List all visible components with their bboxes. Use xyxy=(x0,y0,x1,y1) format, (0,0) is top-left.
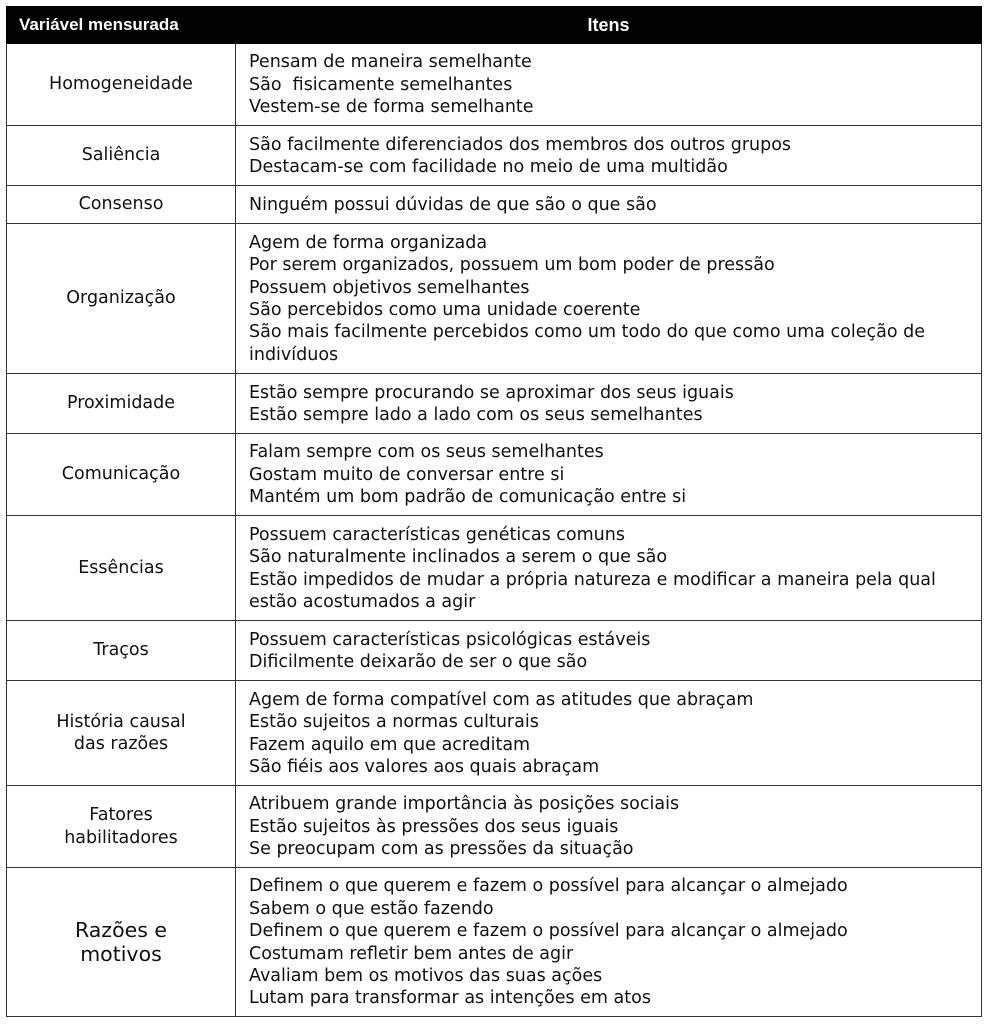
variable-cell: Proximidade xyxy=(7,374,236,434)
table-row xyxy=(7,516,982,621)
item-line: Estão sempre procurando se aproximar dos seus iguais xyxy=(249,382,734,403)
item-line: Avaliam bem os motivos das suas ações xyxy=(249,965,603,986)
items-cell xyxy=(236,681,982,786)
item-line: Gostam muito de conversar entre si xyxy=(249,464,565,485)
items-table xyxy=(6,6,982,1017)
variable-cell: Razões e motivos xyxy=(7,868,236,1017)
item-line: Definem o que querem e fazem o possível para alcançar o almejado xyxy=(249,876,848,897)
item-line: São fisicamente semelhantes xyxy=(249,74,513,95)
table-row xyxy=(7,186,982,224)
item-line: Atribuem grande importância às posições sociais xyxy=(249,794,680,815)
item-line: Destacam-se com facilidade no meio de uma multidão xyxy=(249,157,728,177)
item-line: Mantém um bom padrão de comunicação entre si xyxy=(249,487,687,508)
item-line: Se preocupam com as pressões da situação xyxy=(249,839,634,860)
item-line: Possuem características psicológicas estáveis xyxy=(249,629,651,650)
item-line: Estão sujeitos às pressões dos seus iguais xyxy=(249,816,619,837)
item-line: Estão impedidos de mudar a própria natureza e modificar a maneira pela qual estão acostumados a agir xyxy=(249,569,942,612)
items-cell xyxy=(236,868,982,1017)
item-line: Falam sempre com os seus semelhantes xyxy=(249,442,604,463)
header-row xyxy=(7,7,982,44)
items-cell xyxy=(236,621,982,681)
item-line: Sabem o que estão fazendo xyxy=(249,898,494,919)
variable-cell: Homogeneidade xyxy=(7,44,236,126)
table-row xyxy=(7,786,982,868)
items-cell xyxy=(236,786,982,868)
item-line: Costumam refletir bem antes de agir xyxy=(249,943,574,964)
items-cell xyxy=(236,44,982,126)
table-row xyxy=(7,681,982,786)
table-row xyxy=(7,434,982,516)
item-line: Por serem organizados, possuem um bom poder de pressão xyxy=(249,255,775,276)
table-row xyxy=(7,621,982,681)
item-line: Dificilmente deixarão de ser o que são xyxy=(249,652,588,672)
table-body xyxy=(7,44,982,1017)
items-cell xyxy=(236,126,982,186)
item-line: Estão sujeitos a normas culturais xyxy=(249,712,539,733)
items-cell xyxy=(236,224,982,374)
variable-cell: Saliência xyxy=(7,126,236,186)
table-row xyxy=(7,868,982,1017)
item-line: São naturalmente inclinados a serem o que são xyxy=(249,547,668,568)
item-line: Agem de forma compatível com as atitudes que abraçam xyxy=(249,689,754,710)
item-line: Vestem-se de forma semelhante xyxy=(249,97,534,118)
variable-cell: Consenso xyxy=(7,186,236,224)
header-items: Itens xyxy=(236,7,982,44)
item-line: Agem de forma organizada xyxy=(249,232,488,253)
item-line: Estão sempre lado a lado com os seus semelhantes xyxy=(249,405,703,425)
variable-cell: Traços xyxy=(7,621,236,681)
items-cell xyxy=(236,186,982,224)
item-line: São mais facilmente percebidos como um todo do que como uma coleção de indivíduos xyxy=(249,322,937,365)
item-line: São fiéis aos valores aos quais abraçam xyxy=(249,756,600,777)
table-row xyxy=(7,374,982,434)
header-variable: Variável mensurada xyxy=(7,7,236,44)
item-line: Possuem características genéticas comuns xyxy=(249,524,625,545)
item-line: Ninguém possui dúvidas de que são o que são xyxy=(249,194,657,215)
item-line: Fazem aquilo em que acreditam xyxy=(249,734,531,755)
item-line: Definem o que querem e fazem o possível para alcançar o almejado xyxy=(249,921,848,942)
item-line: Lutam para transformar as intenções em atos xyxy=(249,988,651,1009)
table-row xyxy=(7,224,982,374)
table-row xyxy=(7,126,982,186)
variable-cell: Fatores habilitadores xyxy=(7,786,236,868)
items-cell xyxy=(236,434,982,516)
table-row xyxy=(7,44,982,126)
variable-cell: Organização xyxy=(7,224,236,374)
items-cell xyxy=(236,516,982,621)
variable-cell: Essências xyxy=(7,516,236,621)
variable-cell: Comunicação xyxy=(7,434,236,516)
item-line: Pensam de maneira semelhante xyxy=(249,52,532,73)
item-line: São facilmente diferenciados dos membros dos outros grupos xyxy=(249,134,792,155)
variable-cell: História causal das razões xyxy=(7,681,236,786)
item-line: São percebidos como uma unidade coerente xyxy=(249,300,641,320)
items-cell xyxy=(236,374,982,434)
item-line: Possuem objetivos semelhantes xyxy=(249,277,530,298)
